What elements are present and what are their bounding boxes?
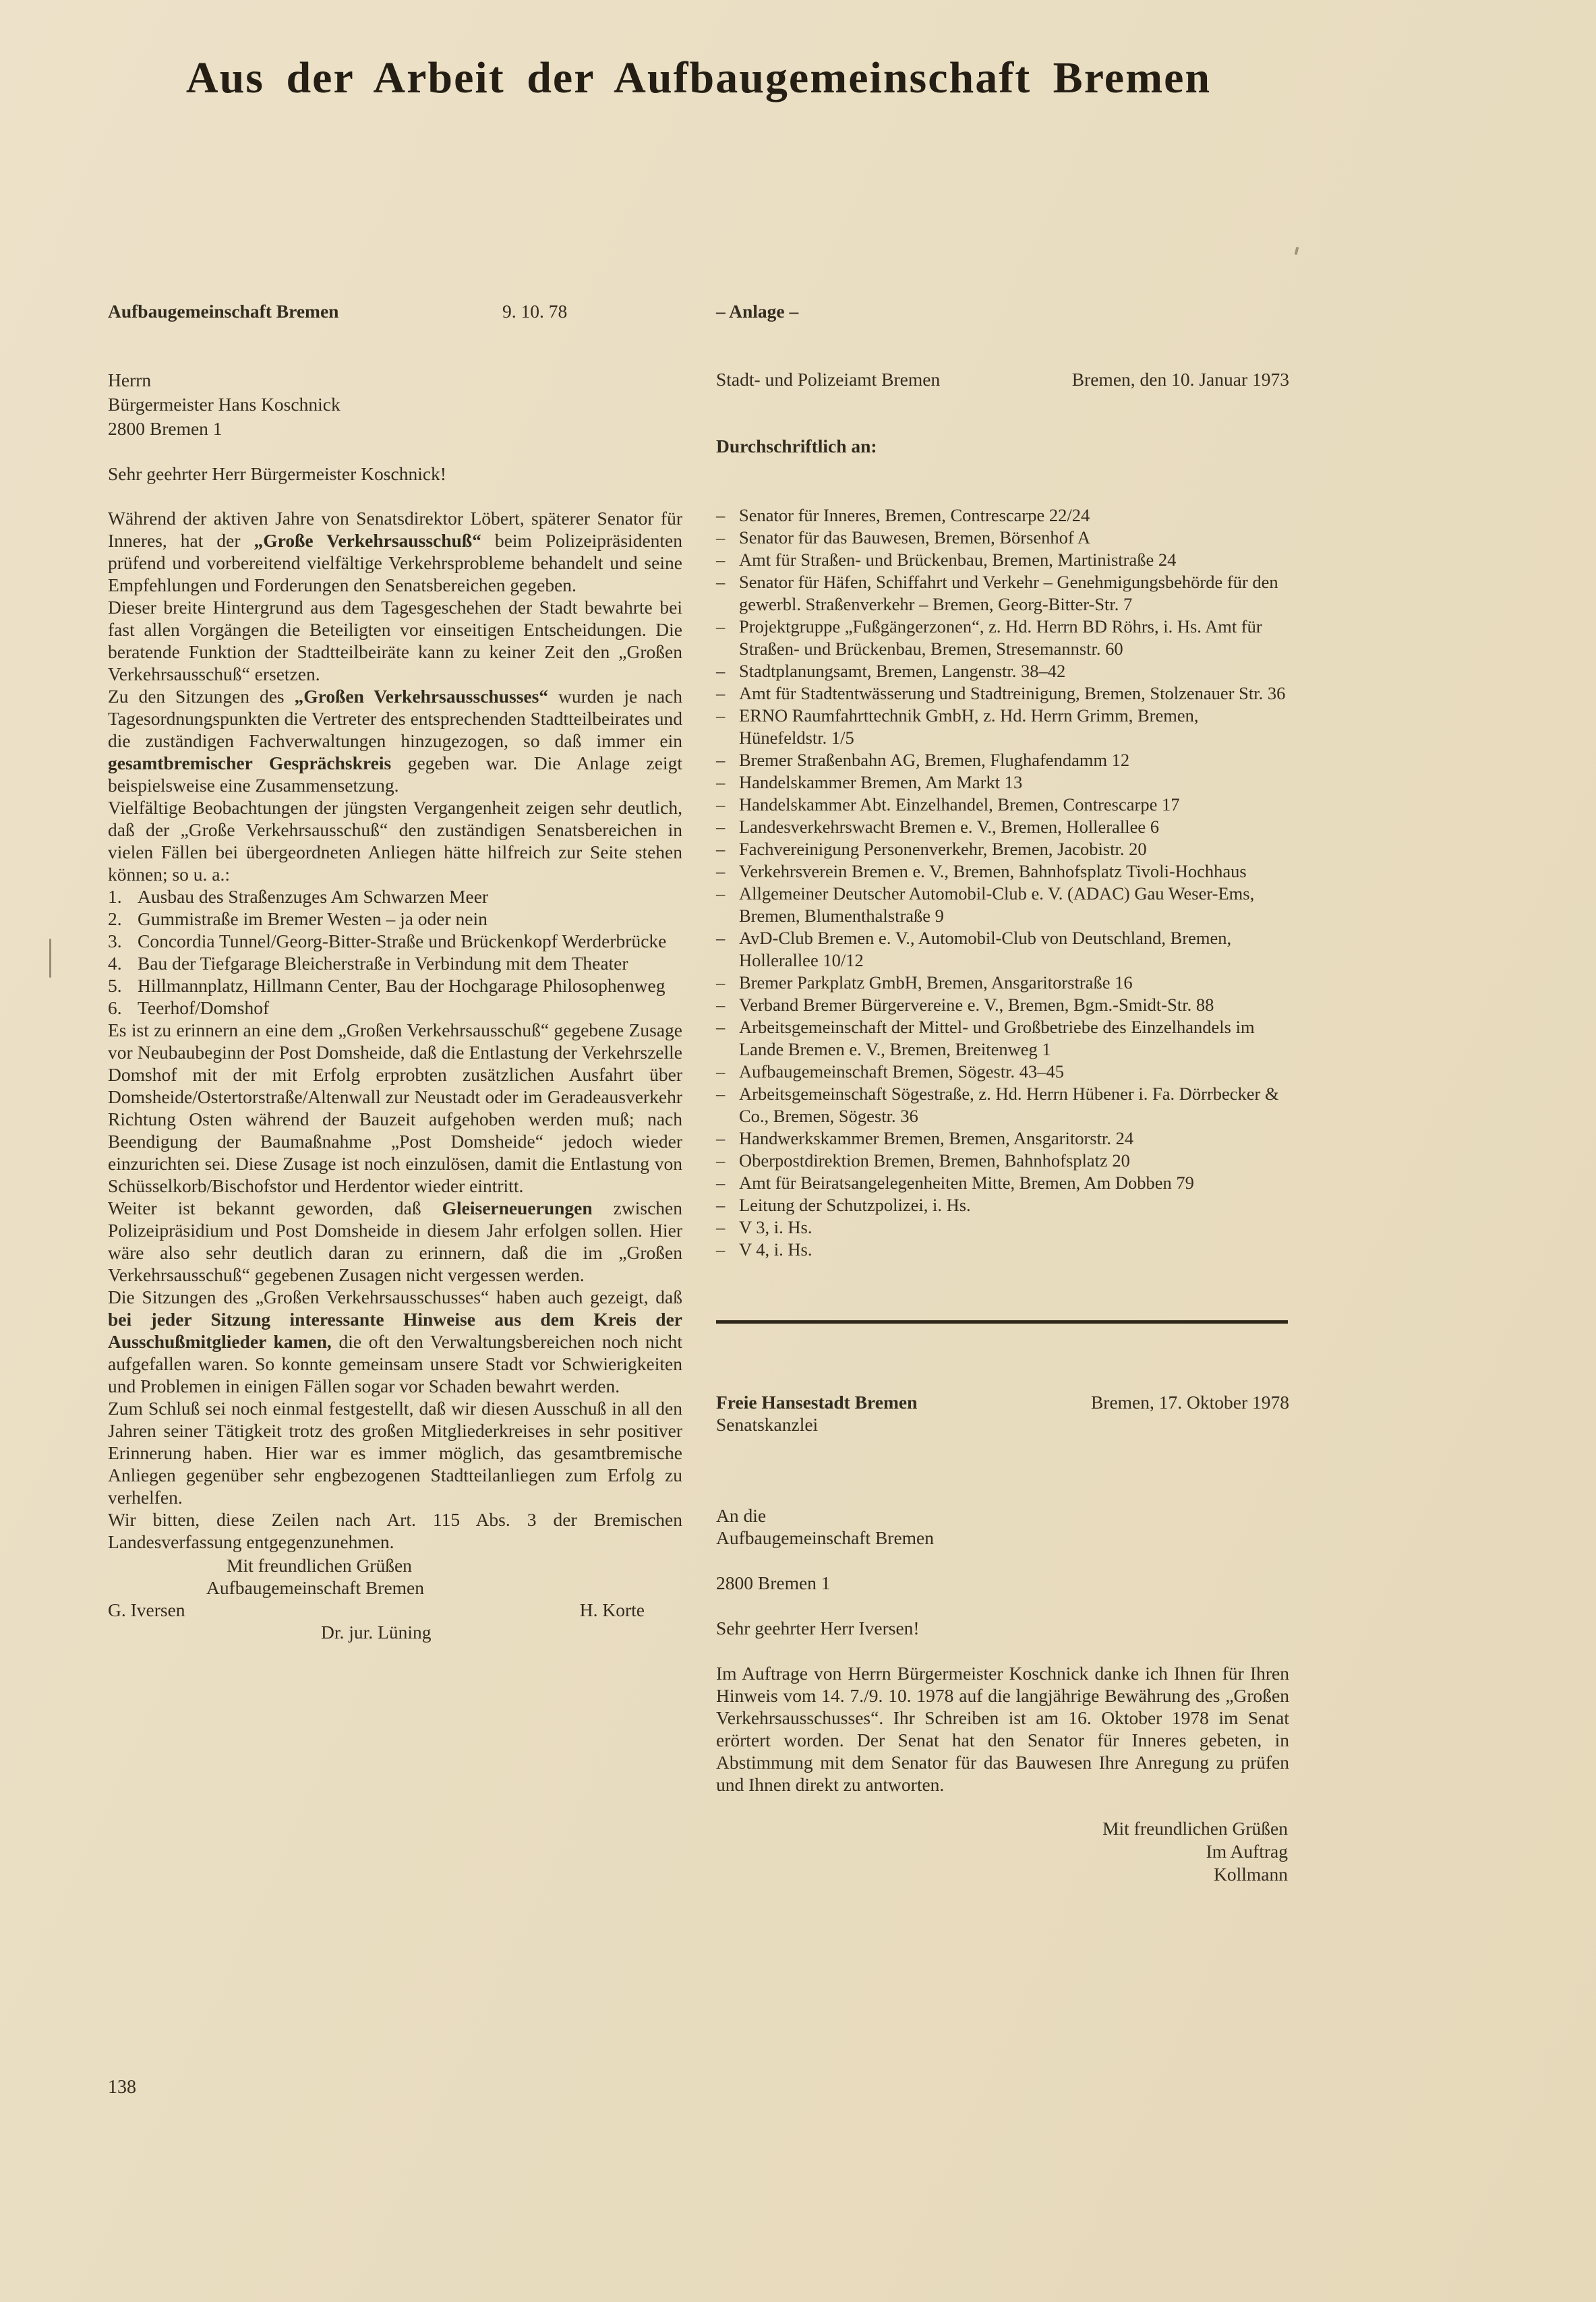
dash-bullet: – — [716, 972, 726, 993]
distribution-item — [716, 527, 1289, 549]
address-line: 2800 Bremen 1 — [108, 418, 223, 439]
distribution-item — [716, 682, 1289, 705]
anlage-heading: – Anlage – — [716, 301, 799, 322]
dash-bullet: – — [716, 1128, 726, 1148]
dash-bullet: – — [716, 1084, 726, 1104]
paragraph: Dieser breite Hintergrund aus dem Tagesgeschehen der Stadt bewahrte bei fast allen Vorgängen die Beteiligten vor einseitigen Entscheidungen. Die beratende Funktion der Stadtteilbeiräte kann zu keiner Zeit den „Großen Verkehrsausschuß“ ersetzen. — [108, 597, 682, 684]
signature-iversen: G. Iversen — [108, 1599, 185, 1620]
distribution-item — [716, 816, 1289, 838]
dash-bullet: – — [716, 572, 726, 592]
letter1-numbered-list — [108, 885, 682, 1019]
address-line: Aufbaugemeinschaft Bremen — [716, 1527, 935, 1548]
dash-bullet: – — [716, 527, 726, 548]
dash-bullet: – — [716, 1017, 726, 1037]
paragraph: Die Sitzungen des „Großen Verkehrsausschusses“ haben auch gezeigt, daß bei jeder Sitzung interessante Hinweise aus dem Kreis der Ausschußmitglieder kamen, die oft den Verwaltungsbereichen noch nicht aufgefallen waren. So konnte gemeinsam unsere Stadt vor Schwierigkeiten und Problemen in einigen Fällen sogar vor Schaden bewahrt werden. — [108, 1287, 683, 1396]
letter2-closing — [716, 1817, 1289, 1886]
letter2-department: Senatskanzlei — [716, 1414, 819, 1435]
distribution-item-text: Verkehrsverein Bremen e. V., Bremen, Bahnhofsplatz Tivoli-Hochhaus — [739, 861, 1247, 881]
dash-bullet: – — [716, 1061, 726, 1082]
numbered-item-number: 1. — [108, 886, 122, 907]
letter1-closing — [108, 1554, 682, 1643]
closing-line: Im Auftrag — [1206, 1841, 1288, 1862]
numbered-item — [108, 974, 682, 997]
distribution-item-text: ERNO Raumfahrttechnik GmbH, z. Hd. Herrn Grimm, Bremen, Hünefeldstr. 1/5 — [739, 705, 1199, 748]
distribution-item-text: Bremer Straßenbahn AG, Bremen, Flughafendamm 12 — [739, 750, 1130, 770]
closing-greeting: Mit freundlichen Grüßen — [227, 1555, 412, 1576]
paragraph: Weiter ist bekannt geworden, daß Gleiserneuerungen zwischen Polizeipräsidium und Post Domsheide in diesem Jahr erfolgen sollen. Hier wäre also sehr deutlich daran zu erinnern, daß die im „Großen Verkehrsausschuß“ gegebenen Zusagen nicht vergessen werden. — [108, 1198, 682, 1285]
distribution-item-text: Allgemeiner Deutscher Automobil-Club e. V. (ADAC) Gau Weser-Ems, Bremen, Blumenthalstraße 9 — [739, 883, 1255, 926]
letter2-recipient-address — [716, 1504, 1289, 1549]
distribution-item — [716, 549, 1289, 571]
distribution-item-text: Landesverkehrswacht Bremen e. V., Bremen, Hollerallee 6 — [739, 817, 1160, 837]
numbered-item-number: 4. — [108, 953, 122, 974]
numbered-item-number: 6. — [108, 997, 122, 1018]
distribution-item — [716, 705, 1289, 749]
paragraph: Wir bitten, diese Zeilen nach Art. 115 Abs. 3 der Bremischen Landesverfassung entgegenzunehmen. — [108, 1509, 682, 1552]
distribution-item-text: Bremer Parkplatz GmbH, Bremen, Ansgaritorstraße 16 — [739, 972, 1133, 993]
dash-bullet: – — [716, 1173, 726, 1193]
letter1-column — [108, 300, 682, 1643]
attachment-header — [716, 368, 1289, 390]
distribution-item-text: V 4, i. Hs. — [739, 1239, 812, 1260]
letter1-salutation: Sehr geehrter Herr Bürgermeister Koschnick! — [108, 463, 446, 484]
closing-line: Mit freundlichen Grüßen — [1102, 1818, 1288, 1839]
letter1-body-part1 — [108, 507, 682, 885]
distribution-item — [716, 794, 1289, 816]
distribution-item — [716, 504, 1289, 527]
distribution-item-text: Arbeitsgemeinschaft Sögestraße, z. Hd. Herrn Hübener i. Fa. Dörrbecker & Co., Bremen, Sögestr. 36 — [739, 1084, 1279, 1126]
dash-bullet: – — [716, 1217, 726, 1237]
signature-luening: Dr. jur. Lüning — [321, 1622, 432, 1643]
letter1-date: 9. 10. 78 — [502, 301, 568, 322]
numbered-item-number: 3. — [108, 931, 122, 951]
distribution-item-text: Leitung der Schutzpolizei, i. Hs. — [739, 1195, 971, 1215]
dash-bullet: – — [716, 616, 726, 637]
distribution-item — [716, 883, 1289, 927]
dash-bullet: – — [716, 817, 726, 837]
distribution-item — [716, 1127, 1289, 1150]
attachment-office: Stadt- und Polizeiamt Bremen — [716, 369, 941, 390]
distribution-item-text: V 3, i. Hs. — [739, 1217, 812, 1237]
distribution-item — [716, 616, 1289, 660]
dash-bullet: – — [716, 505, 726, 525]
closing-org: Aufbaugemeinschaft Bremen — [206, 1577, 425, 1598]
distribution-item — [716, 771, 1289, 794]
distribution-item — [716, 1172, 1289, 1194]
distribution-item — [716, 927, 1289, 972]
distribution-item — [716, 972, 1289, 994]
numbered-item-text: Bau der Tiefgarage Bleicherstraße in Verbindung mit dem Theater — [138, 953, 628, 974]
numbered-item-number: 2. — [108, 908, 122, 929]
distribution-item — [716, 1150, 1289, 1172]
distribution-item-text: Projektgruppe „Fußgängerzonen“, z. Hd. Herrn BD Röhrs, i. Hs. Amt für Straßen- und Brückenbau, Bremen, Stresemannstr. 60 — [739, 616, 1262, 659]
distribution-item — [716, 1016, 1289, 1061]
dash-bullet: – — [716, 928, 726, 948]
address-line: Bürgermeister Hans Koschnick — [108, 394, 341, 415]
divider-rule — [716, 1320, 1288, 1324]
distribution-item-text: AvD-Club Bremen e. V., Automobil-Club von Deutschland, Bremen, Hollerallee 10/12 — [739, 928, 1232, 970]
letter1-sender: Aufbaugemeinschaft Bremen — [108, 301, 339, 322]
dash-bullet: – — [716, 661, 726, 681]
distribution-item — [716, 749, 1289, 771]
distribution-item-text: Oberpostdirektion Bremen, Bremen, Bahnhofsplatz 20 — [739, 1150, 1130, 1171]
distribution-item-text: Amt für Straßen- und Brückenbau, Bremen, Martinistraße 24 — [739, 550, 1177, 570]
distribution-item — [716, 1239, 1289, 1261]
letter1-recipient-address — [108, 368, 682, 441]
numbered-item-text: Ausbau des Straßenzuges Am Schwarzen Meer — [138, 886, 489, 907]
distribution-item-text: Fachvereinigung Personenverkehr, Bremen, Jacobistr. 20 — [739, 839, 1147, 859]
distribution-item-text: Amt für Beiratsangelegenheiten Mitte, Bremen, Am Dobben 79 — [739, 1173, 1194, 1193]
dash-bullet: – — [716, 772, 726, 792]
distribution-item — [716, 571, 1289, 616]
dash-bullet: – — [716, 683, 726, 703]
letter2-date: Bremen, 17. Oktober 1978 — [1090, 1392, 1289, 1413]
dash-bullet: – — [716, 1195, 726, 1215]
dash-bullet: – — [716, 794, 726, 815]
paragraph: Vielfältige Beobachtungen der jüngsten Vergangenheit zeigen sehr deutlich, daß der „Große Verkehrsausschuß“ den zuständigen Senatsbereichen in vielen Fällen bei übergeordneten Anliegen hätte hilfreich zur Seite stehen können; so u. a.: — [108, 797, 682, 885]
distribution-item-text: Stadtplanungsamt, Bremen, Langenstr. 38–42 — [739, 661, 1066, 681]
numbered-item — [108, 997, 682, 1019]
numbered-item-text: Hillmannplatz, Hillmann Center, Bau der Hochgarage Philosophenweg — [138, 975, 666, 996]
distribution-item — [716, 660, 1289, 682]
distribution-item-text: Handwerkskammer Bremen, Bremen, Ansgaritorstr. 24 — [739, 1128, 1134, 1148]
scan-artifact — [1295, 247, 1299, 256]
letter2-recipient-city: 2800 Bremen 1 — [716, 1572, 831, 1593]
paragraph: Während der aktiven Jahre von Senatsdirektor Löbert, späterer Senator für Inneres, hat der „Große Verkehrsausschuß“ beim Polizeipräsidenten prüfend und vorbereitend vielfältige Verkehrsprobleme behandelt und seine Empfehlungen und Forderungen den Senatsbereichen gegeben. — [108, 508, 683, 595]
distribution-item-text: Amt für Stadtentwässerung und Stadtreinigung, Bremen, Stolzenauer Str. 36 — [739, 683, 1286, 703]
distribution-item-text: Senator für das Bauwesen, Bremen, Börsenhof A — [739, 527, 1091, 548]
dash-bullet: – — [716, 883, 726, 904]
dash-bullet: – — [716, 995, 726, 1015]
distribution-item-text: Handelskammer Abt. Einzelhandel, Bremen, Contrescarpe 17 — [739, 794, 1180, 815]
scan-artifact — [49, 939, 51, 978]
attachment-column — [716, 300, 1289, 1886]
dash-bullet: – — [716, 750, 726, 770]
numbered-item — [108, 930, 682, 952]
distribution-item — [716, 1083, 1289, 1127]
signature-korte: H. Korte — [579, 1599, 645, 1620]
page-number: 138 — [108, 2077, 136, 2098]
signature-row — [108, 1599, 682, 1621]
distribution-item-text: Aufbaugemeinschaft Bremen, Sögestr. 43–45 — [739, 1061, 1065, 1082]
dash-bullet: – — [716, 705, 726, 726]
numbered-item — [108, 952, 682, 974]
dash-bullet: – — [716, 1239, 726, 1260]
numbered-item-number: 5. — [108, 975, 122, 996]
paragraph: Zu den Sitzungen des „Großen Verkehrsausschusses“ wurden je nach Tagesordnungspunkten die Vertreter des entsprechenden Stadtteilbeirates und die zuständigen Fachverwaltungen hinzugezogen, so daß immer ein gesamtbremischer Gesprächskreis gegeben war. Die Anlage zeigt beispielsweise eine Zusammensetzung. — [108, 686, 682, 796]
attachment-date: Bremen, den 10. Januar 1973 — [1071, 369, 1289, 390]
distribution-item-text: Handelskammer Bremen, Am Markt 13 — [739, 772, 1023, 792]
paragraph: Es ist zu erinnern an eine dem „Großen Verkehrsausschuß“ gegebene Zusage vor Neubaubeginn der Post Domsheide, daß die Entlastung der Verkehrszelle Domshof mit der mit Erfolg erprobten zusätzlichen Ausfahrt über Domsheide/Ostertorstraße/Altenwall zur Neustadt oder im Geradeausverkehr Richtung Osten während der Bauzeit aufgehoben werden muß; nach Beendigung der Baumaßnahme „Post Domsheide“ jedoch wieder einzurichten sei. Diese Zusage ist noch einzulösen, damit die Entlastung von Schüsselkorb/Bischofstor und Herdentor wieder eintritt. — [108, 1020, 682, 1196]
letter1-header — [108, 300, 682, 322]
letter1-body-part2 — [108, 1019, 682, 1553]
dash-bullet: – — [716, 1150, 726, 1171]
distribution-item — [716, 1194, 1289, 1216]
distribution-item-text: Arbeitsgemeinschaft der Mittel- und Großbetriebe des Einzelhandels im Lande Bremen e. V., Bremen, Breitenweg 1 — [739, 1017, 1255, 1059]
distribution-item — [716, 860, 1289, 883]
distribution-list — [716, 504, 1289, 1261]
dash-bullet: – — [716, 550, 726, 570]
numbered-item — [108, 885, 682, 908]
distribution-item — [716, 838, 1289, 860]
dash-bullet: – — [716, 839, 726, 859]
distribution-item-text: Senator für Inneres, Bremen, Contrescarpe 22/24 — [739, 505, 1090, 525]
dash-bullet: – — [716, 861, 726, 881]
address-line: An die — [716, 1505, 767, 1526]
numbered-item — [108, 908, 682, 930]
letter2-salutation: Sehr geehrter Herr Iversen! — [716, 1618, 920, 1639]
numbered-item-text: Teerhof/Domshof — [138, 997, 270, 1018]
numbered-item-text: Gummistraße im Bremer Westen – ja oder nein — [138, 908, 487, 929]
letter2-sender: Freie Hansestadt Bremen — [716, 1392, 918, 1413]
distribution-item — [716, 1216, 1289, 1239]
letter2-body: Im Auftrage von Herrn Bürgermeister Koschnick danke ich Ihnen für Ihren Hinweis vom 14. 7./9. 10. 1978 auf die langjährige Bewährung des „Großen Verkehrsausschusses“. Ihr Schreiben ist am 16. Oktober 1978 im Senat erörtert worden. Der Senat hat den Senator für Inneres gebeten, in Abstimmung mit dem Senator für das Bauwesen Ihre Anregung zu prüfen und Ihnen direkt zu antworten. — [716, 1663, 1289, 1795]
distribution-label: Durchschriftlich an: — [716, 436, 877, 456]
paragraph: Zum Schluß sei noch einmal festgestellt, daß wir diesen Ausschuß in all den Jahren seiner Tätigkeit trotz des großen Mitgliederkreises in sehr positiver Erinnerung haben. Hier war es immer möglich, das gesamtbremische Anliegen gegenüber sehr engbezogenen Stadtteilanliegen zum Erfolg zu verhelfen. — [108, 1398, 682, 1508]
numbered-item-text: Concordia Tunnel/Georg-Bitter-Straße und Brückenkopf Werderbrücke — [138, 931, 667, 951]
distribution-item — [716, 994, 1289, 1016]
distribution-item-text: Senator für Häfen, Schiffahrt und Verkehr – Genehmigungsbehörde für den gewerbl. Straßenverkehr – Bremen, Georg-Bitter-Str. 7 — [739, 572, 1278, 614]
closing-line: Kollmann — [1214, 1864, 1288, 1885]
letter2-header — [716, 1391, 1289, 1413]
distribution-item-text: Verband Bremer Bürgervereine e. V., Bremen, Bgm.-Smidt-Str. 88 — [739, 995, 1214, 1015]
page-title: Aus der Arbeit der Aufbaugemeinschaft Bremen — [185, 53, 1212, 102]
distribution-item — [716, 1061, 1289, 1083]
address-line: Herrn — [108, 370, 152, 390]
